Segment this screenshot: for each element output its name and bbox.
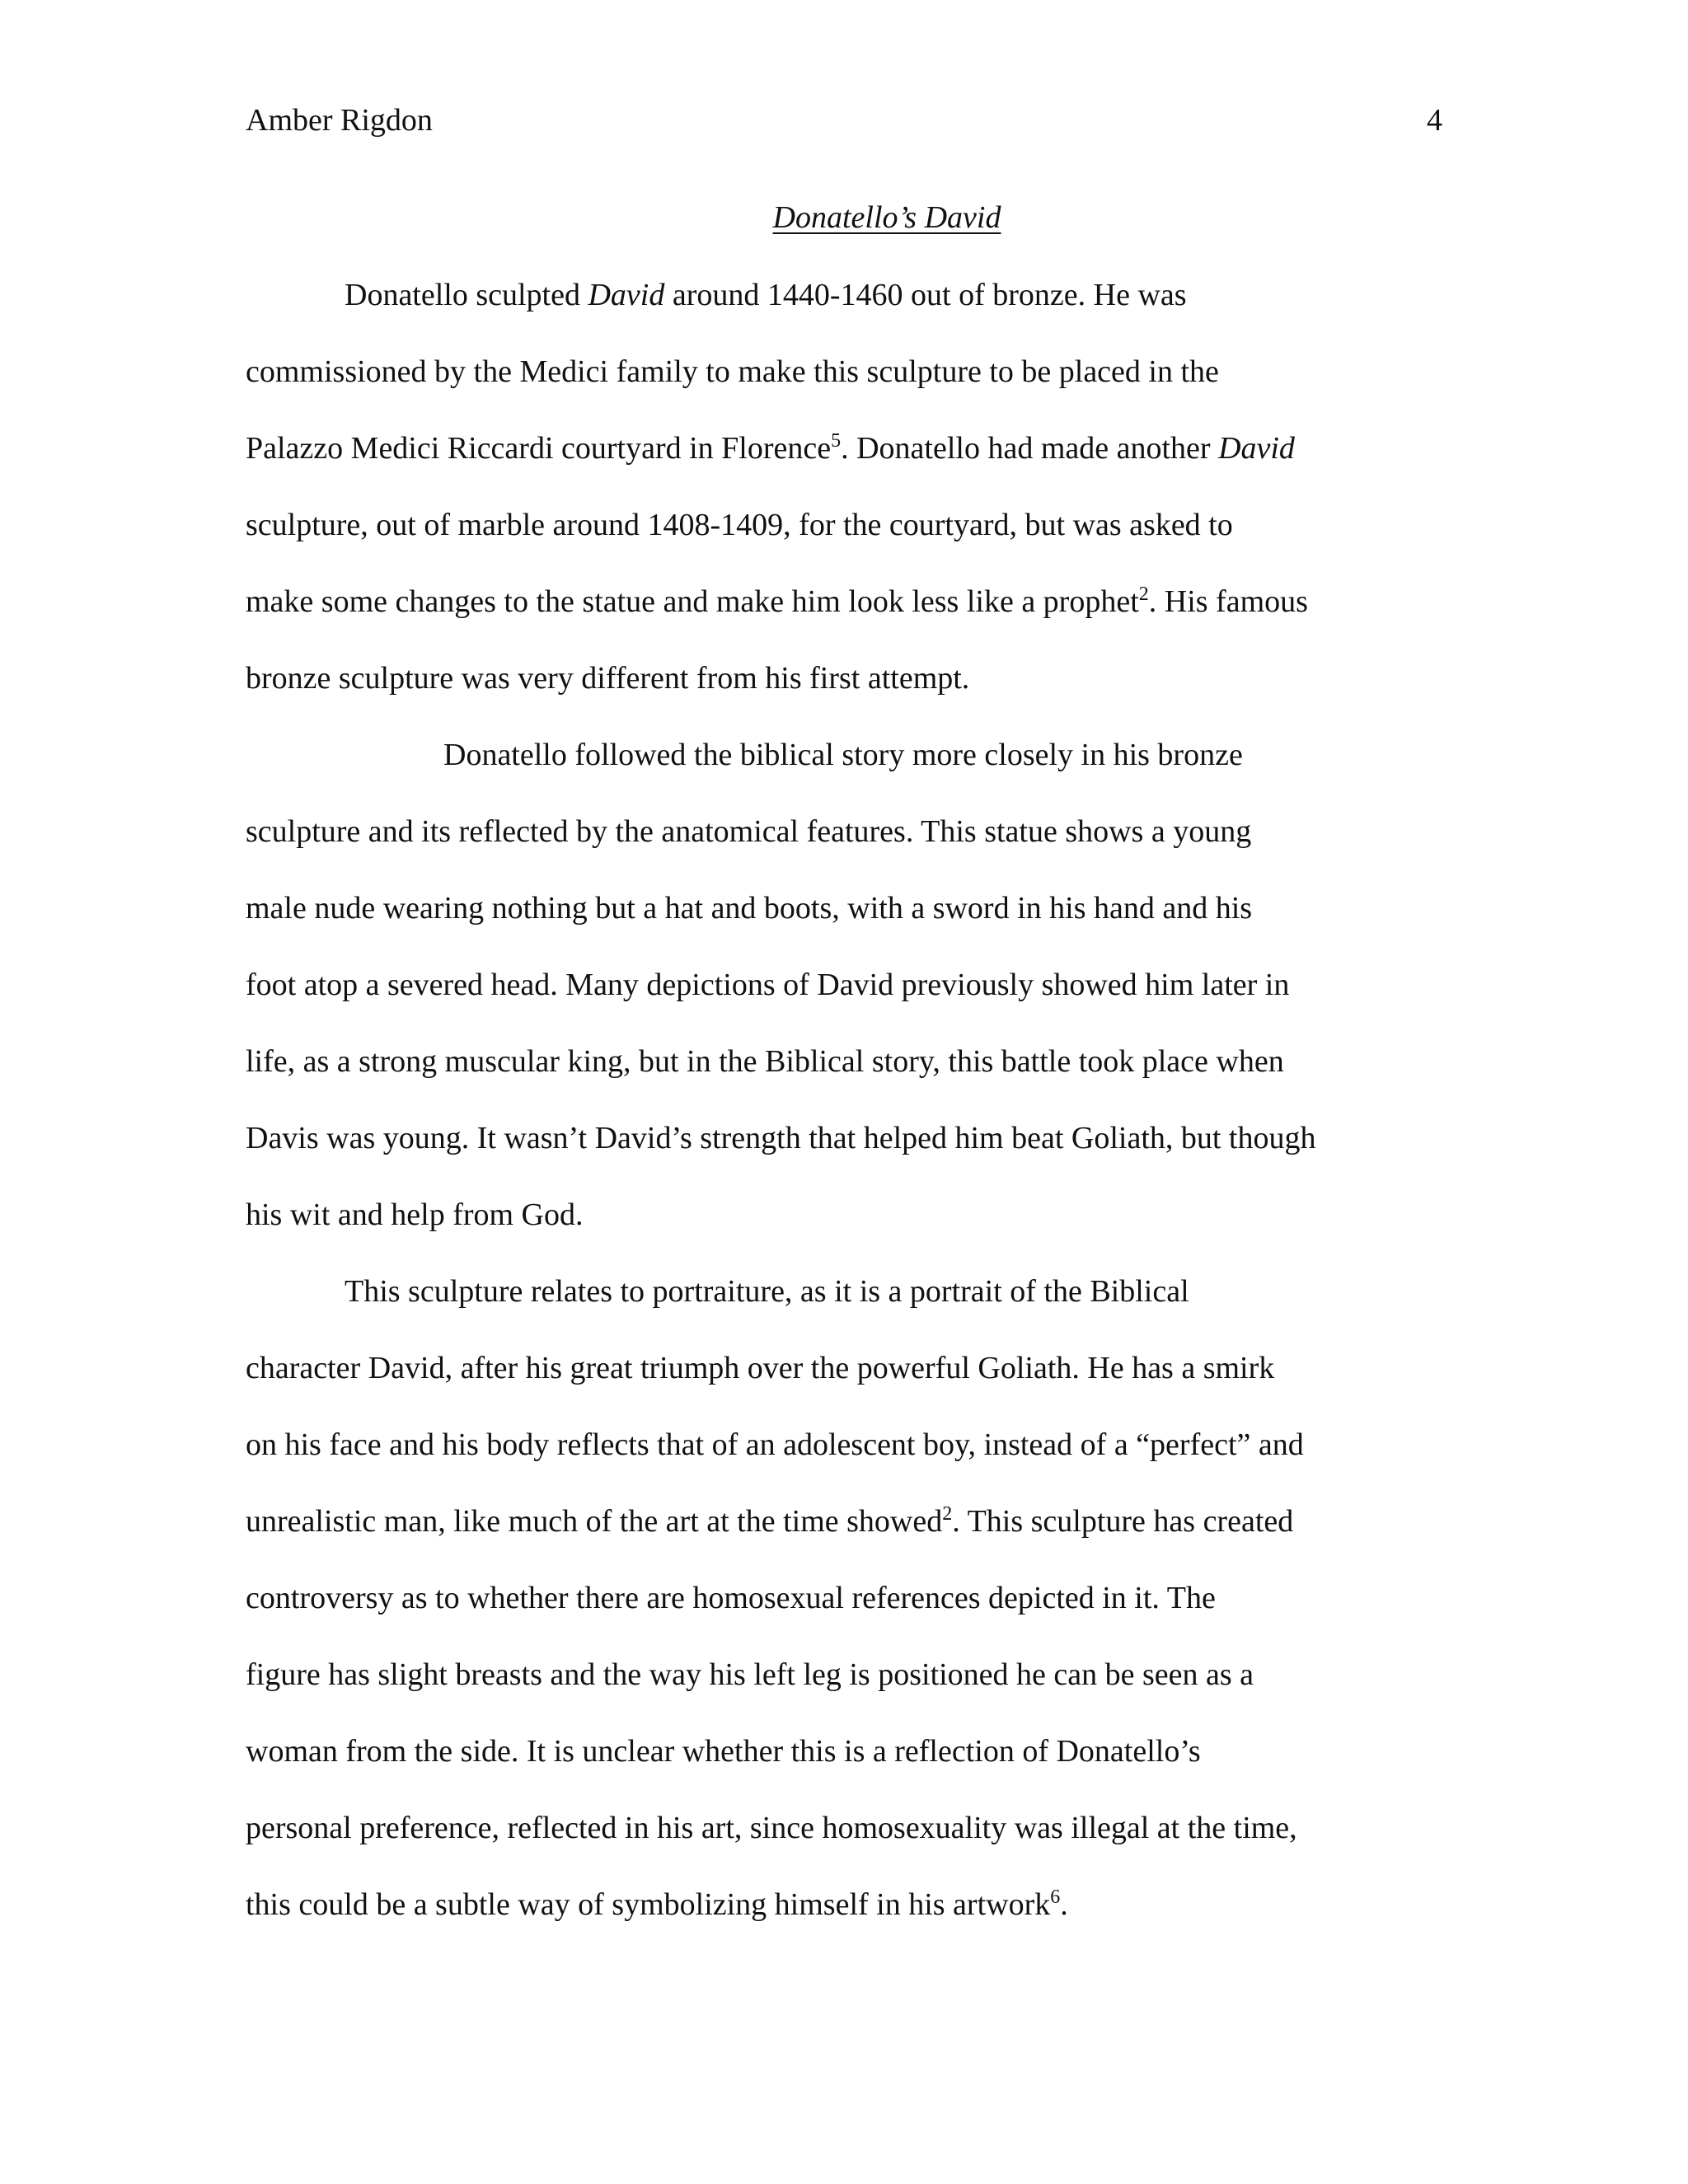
paragraph-3-line-6: figure has slight breasts and the way his left leg is positioned he can be seen as a <box>246 1657 1254 1692</box>
paragraph-3-line-7: woman from the side. It is unclear whether this is a reflection of Donatello’s <box>246 1734 1201 1769</box>
paragraph-2-line-5: life, as a strong muscular king, but in the Biblical story, this battle took place when <box>246 1044 1284 1079</box>
paragraph-1-line-6: bronze sculpture was very different from his first attempt. <box>246 661 970 696</box>
header-author: Amber Rigdon <box>246 103 433 138</box>
paragraph-3-line-5: controversy as to whether there are homosexual references depicted in it. The <box>246 1581 1216 1615</box>
footnote-ref: 2 <box>942 1503 953 1525</box>
paragraph-1-line-1: Donatello sculpted David around 1440-1460 out of bronze. He was <box>345 278 1187 312</box>
header-page-number: 4 <box>1427 103 1442 138</box>
paragraph-3-line-8: personal preference, reflected in his art, since homosexuality was illegal at the time, <box>246 1811 1297 1845</box>
paragraph-3-line-2: character David, after his great triumph over the powerful Goliath. He has a smirk <box>246 1351 1275 1385</box>
paragraph-2-line-2: sculpture and its reflected by the anatomical features. This statue shows a young <box>246 814 1252 849</box>
paragraph-1-line-3: Palazzo Medici Riccardi courtyard in Florence$^5$. Donatello had made another David <box>246 430 1295 466</box>
paragraph-1-line-4: sculpture, out of marble around 1408-1409, for the courtyard, but was asked to <box>246 508 1233 542</box>
paragraph-2-line-4: foot atop a severed head. Many depictions of David previously showed him later in <box>246 968 1290 1002</box>
paragraph-3-line-1: This sculpture relates to portraiture, as it is a portrait of the Biblical <box>345 1274 1189 1309</box>
paragraph-2-line-3: male nude wearing nothing but a hat and boots, with a sword in his hand and his <box>246 891 1253 926</box>
paragraph-2-line-6: Davis was young. It wasn’t David’s strength that helped him beat Goliath, but though <box>246 1121 1316 1155</box>
paragraph-2-line-7: his wit and help from God. <box>246 1197 584 1232</box>
paragraph-1-line-5: make some changes to the statue and make him look less like a prophet$^2$. His famous <box>246 583 1308 619</box>
paragraph-3-line-3: on his face and his body reflects that of an adolescent boy, instead of a “perfect” and <box>246 1427 1304 1462</box>
paragraph-3-line-9: this could be a subtle way of symbolizing himself in his artwork$^6$. <box>246 1886 1068 1922</box>
paragraph-2-line-1: Donatello followed the biblical story more closely in his bronze <box>443 738 1243 772</box>
paragraph-1-line-2: commissioned by the Medici family to make this sculpture to be placed in the <box>246 354 1219 389</box>
footnote-ref: 6 <box>1050 1886 1061 1908</box>
document-title: Donatello’s David <box>772 200 1001 235</box>
footnote-ref: 2 <box>1138 583 1149 605</box>
footnote-ref: 5 <box>831 430 842 452</box>
paragraph-3-line-4: unrealistic man, like much of the art at the time showed$^2$. This sculpture has created <box>246 1503 1294 1539</box>
